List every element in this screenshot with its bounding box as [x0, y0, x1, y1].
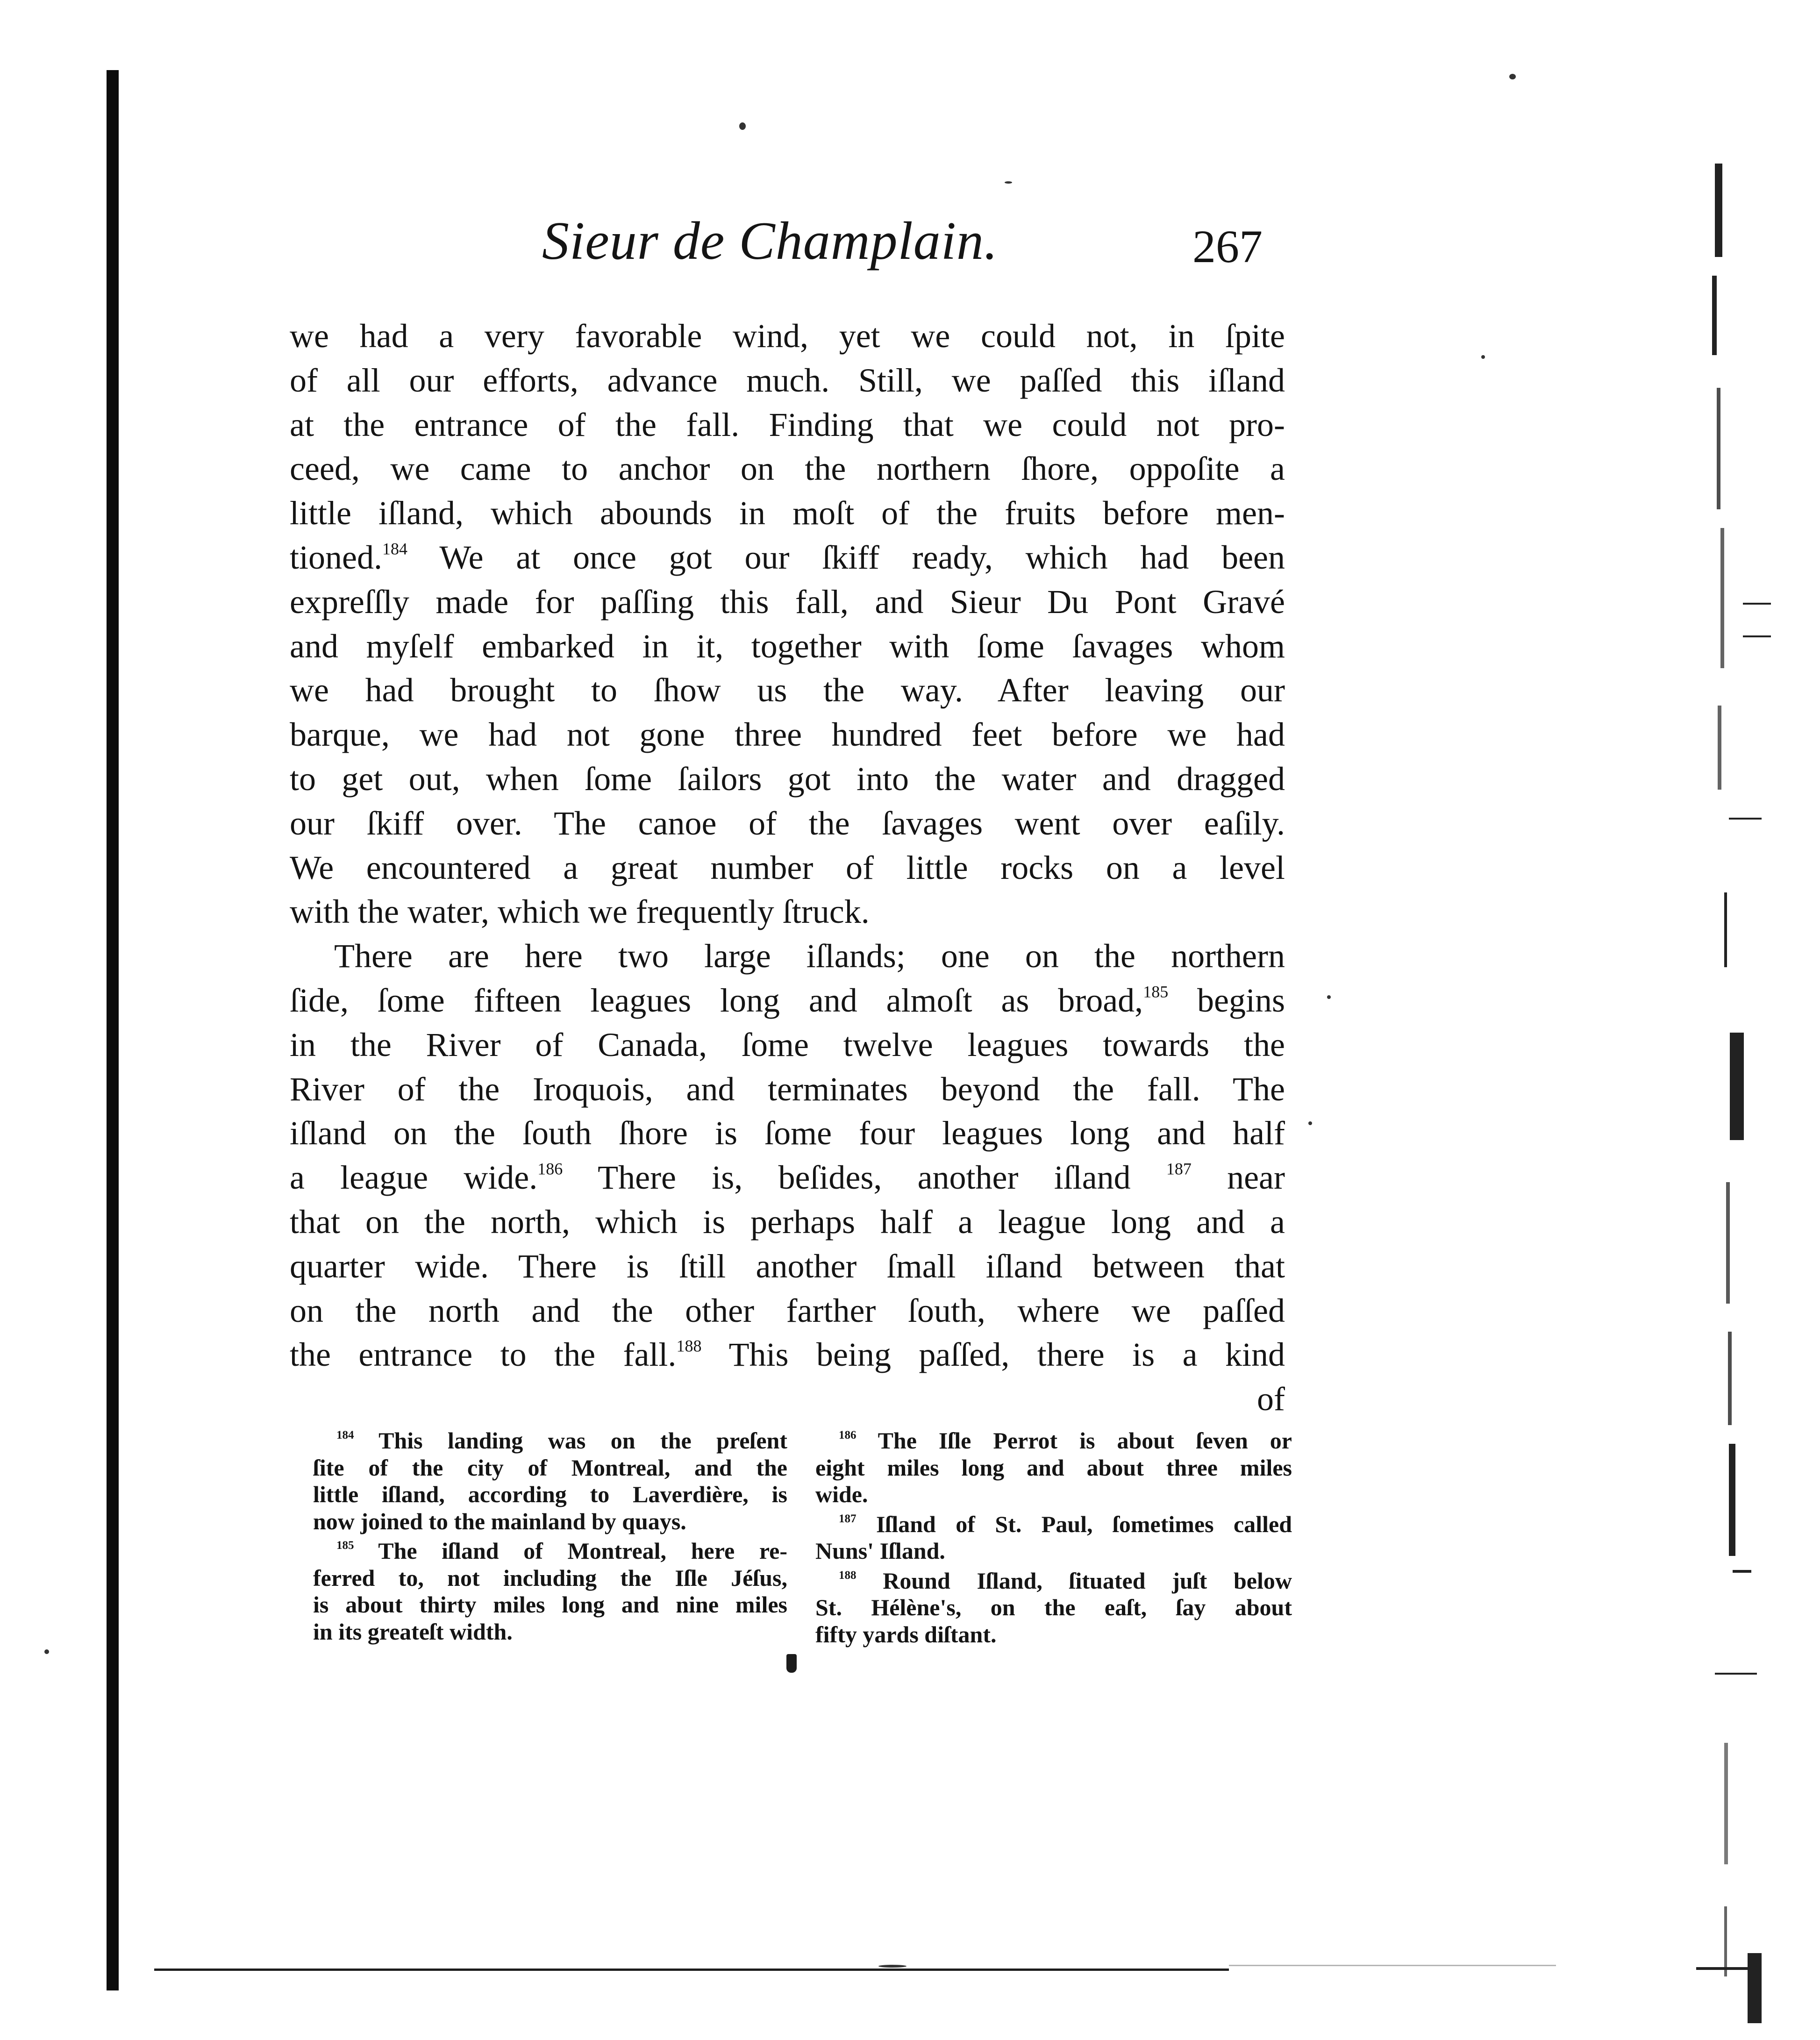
- body-line: expreſſly made for paſſing this fall, and Sieur Du Pont Gravé: [290, 583, 1285, 621]
- page-bottom-rule: [154, 1969, 1229, 1971]
- body-line: tioned.$^{184}$ We at once got our ſkiff ready, which had been: [290, 538, 1285, 576]
- footnote-188: [815, 1568, 1292, 1648]
- footnote-number: 187: [839, 1512, 856, 1525]
- footnote-line: $^{185}$ The iſland of Montreal, here re-: [336, 1538, 787, 1564]
- body-line: barque, we had not gone three hundred feet before we had: [290, 716, 1285, 754]
- body-line: of all our efforts, advance much. Still, we paſſed this iſland: [290, 361, 1285, 399]
- footnote-number: 184: [336, 1428, 354, 1441]
- body-line: ſide, ſome fifteen leagues long and almoſt as broad,$^{185}$ begins: [290, 981, 1285, 1019]
- scan-speck: [44, 1649, 49, 1654]
- footnote-line: Nuns' Iſland.: [815, 1538, 945, 1564]
- footnote-line: St. Hélène's, on the eaſt, ſay about: [815, 1594, 1292, 1620]
- body-line: we had brought to ſhow us the way. After leaving our: [290, 671, 1285, 709]
- footnote-reference: 188: [676, 1336, 702, 1355]
- scan-speck: [1481, 355, 1485, 359]
- footnote-number: 186: [839, 1428, 856, 1441]
- body-line: a league wide.$^{186}$ There is, beſides, another iſland $^{187}$ near: [290, 1159, 1285, 1197]
- footnote-line: eight miles long and about three miles: [815, 1454, 1292, 1481]
- footnote-184: [313, 1427, 787, 1535]
- footnote-186: [815, 1427, 1292, 1508]
- footnote-line: fifty yards diſtant.: [815, 1621, 997, 1648]
- footnote-line: now joined to the mainland by quays.: [313, 1508, 686, 1534]
- footnote-number: 185: [336, 1539, 354, 1552]
- footnote-reference: 187: [1166, 1159, 1192, 1178]
- scan-speck: [1308, 1121, 1312, 1125]
- footnote-number: 188: [839, 1569, 856, 1582]
- footnote-line: wide.: [815, 1481, 868, 1507]
- body-line: on the north and the other farther ſouth, where we paſſed: [290, 1291, 1285, 1329]
- body-line: River of the Iroquois, and terminates beyond the fall. The: [290, 1070, 1285, 1108]
- footnotes-right-column: [815, 1427, 1292, 1648]
- body-line: There are here two large iſlands; one on the northern: [334, 937, 1285, 975]
- footnote-line: little iſland, according to Laverdière, is: [313, 1481, 787, 1507]
- scan-speck: [878, 1965, 906, 1968]
- footnote-line: $^{186}$ The Iſle Perrot is about ſeven or: [839, 1427, 1292, 1454]
- catchword: of: [1257, 1380, 1285, 1418]
- page-bottom-rule-faint: [1229, 1965, 1556, 1966]
- body-line: ceed, we came to anchor on the northern ſhore, oppoſite a: [290, 450, 1285, 488]
- body-line: that on the north, which is perhaps half a league long and a: [290, 1203, 1285, 1241]
- scan-speck: [1509, 74, 1516, 79]
- footnote-187: [815, 1511, 1292, 1565]
- footnote-line: in its greateſt width.: [313, 1618, 513, 1645]
- footnote-reference: 185: [1143, 982, 1169, 1001]
- scan-speck: [1327, 995, 1331, 999]
- body-line: quarter wide. There is ſtill another ſmall iſland between that: [290, 1247, 1285, 1285]
- adjacent-page-edge: [1687, 61, 1757, 2014]
- footnote-line: $^{187}$ Iſland of St. Paul, ſometimes called: [839, 1511, 1292, 1537]
- footnote-185: [313, 1538, 787, 1645]
- page-gutter-edge: [107, 70, 119, 1990]
- running-head: Sieur de Champlain.: [542, 211, 998, 271]
- body-line: our ſkiff over. The canoe of the ſavages went over eaſily.: [290, 804, 1285, 842]
- body-line: at the entrance of the fall. Finding that we could not pro-: [290, 406, 1285, 443]
- footnote-line: $^{184}$ This landing was on the preſent: [336, 1427, 787, 1454]
- body-line: and myſelf embarked in it, together with ſome ſavages whom: [290, 627, 1285, 665]
- page-number: 267: [1192, 221, 1263, 272]
- body-line: in the River of Canada, ſome twelve leagues towards the: [290, 1026, 1285, 1063]
- body-line: the entrance to the fall.$^{188}$ This being paſſed, there is a kind: [290, 1336, 1285, 1374]
- footnotes-left-column: [313, 1427, 787, 1645]
- footnote-line: ferred to, not including the Iſle Jéſus,: [313, 1564, 787, 1591]
- footnote-line: ſite of the city of Montreal, and the: [313, 1454, 787, 1481]
- body-text: [290, 314, 1285, 1421]
- body-line: to get out, when ſome ſailors got into the water and dragged: [290, 760, 1285, 798]
- scan-speck: [1005, 181, 1012, 184]
- footnote-reference: 184: [382, 539, 407, 558]
- body-line: iſland on the ſouth ſhore is ſome four leagues long and half: [290, 1114, 1285, 1152]
- body-line: We encountered a great number of little rocks on a level: [290, 849, 1285, 886]
- body-line: with the water, which we frequently ſtruck.: [290, 893, 870, 931]
- footnote-reference: 186: [537, 1159, 563, 1178]
- footnote-line: is about thirty miles long and nine miles: [313, 1591, 787, 1618]
- printer-mark-icon: [786, 1654, 797, 1673]
- scan-speck: [739, 122, 746, 130]
- body-line: we had a very favorable wind, yet we could not, in ſpite: [290, 317, 1285, 355]
- body-line: little iſland, which abounds in moſt of the fruits before men-: [290, 494, 1285, 532]
- footnote-line: $^{188}$ Round Iſland, ſituated juſt below: [839, 1567, 1292, 1594]
